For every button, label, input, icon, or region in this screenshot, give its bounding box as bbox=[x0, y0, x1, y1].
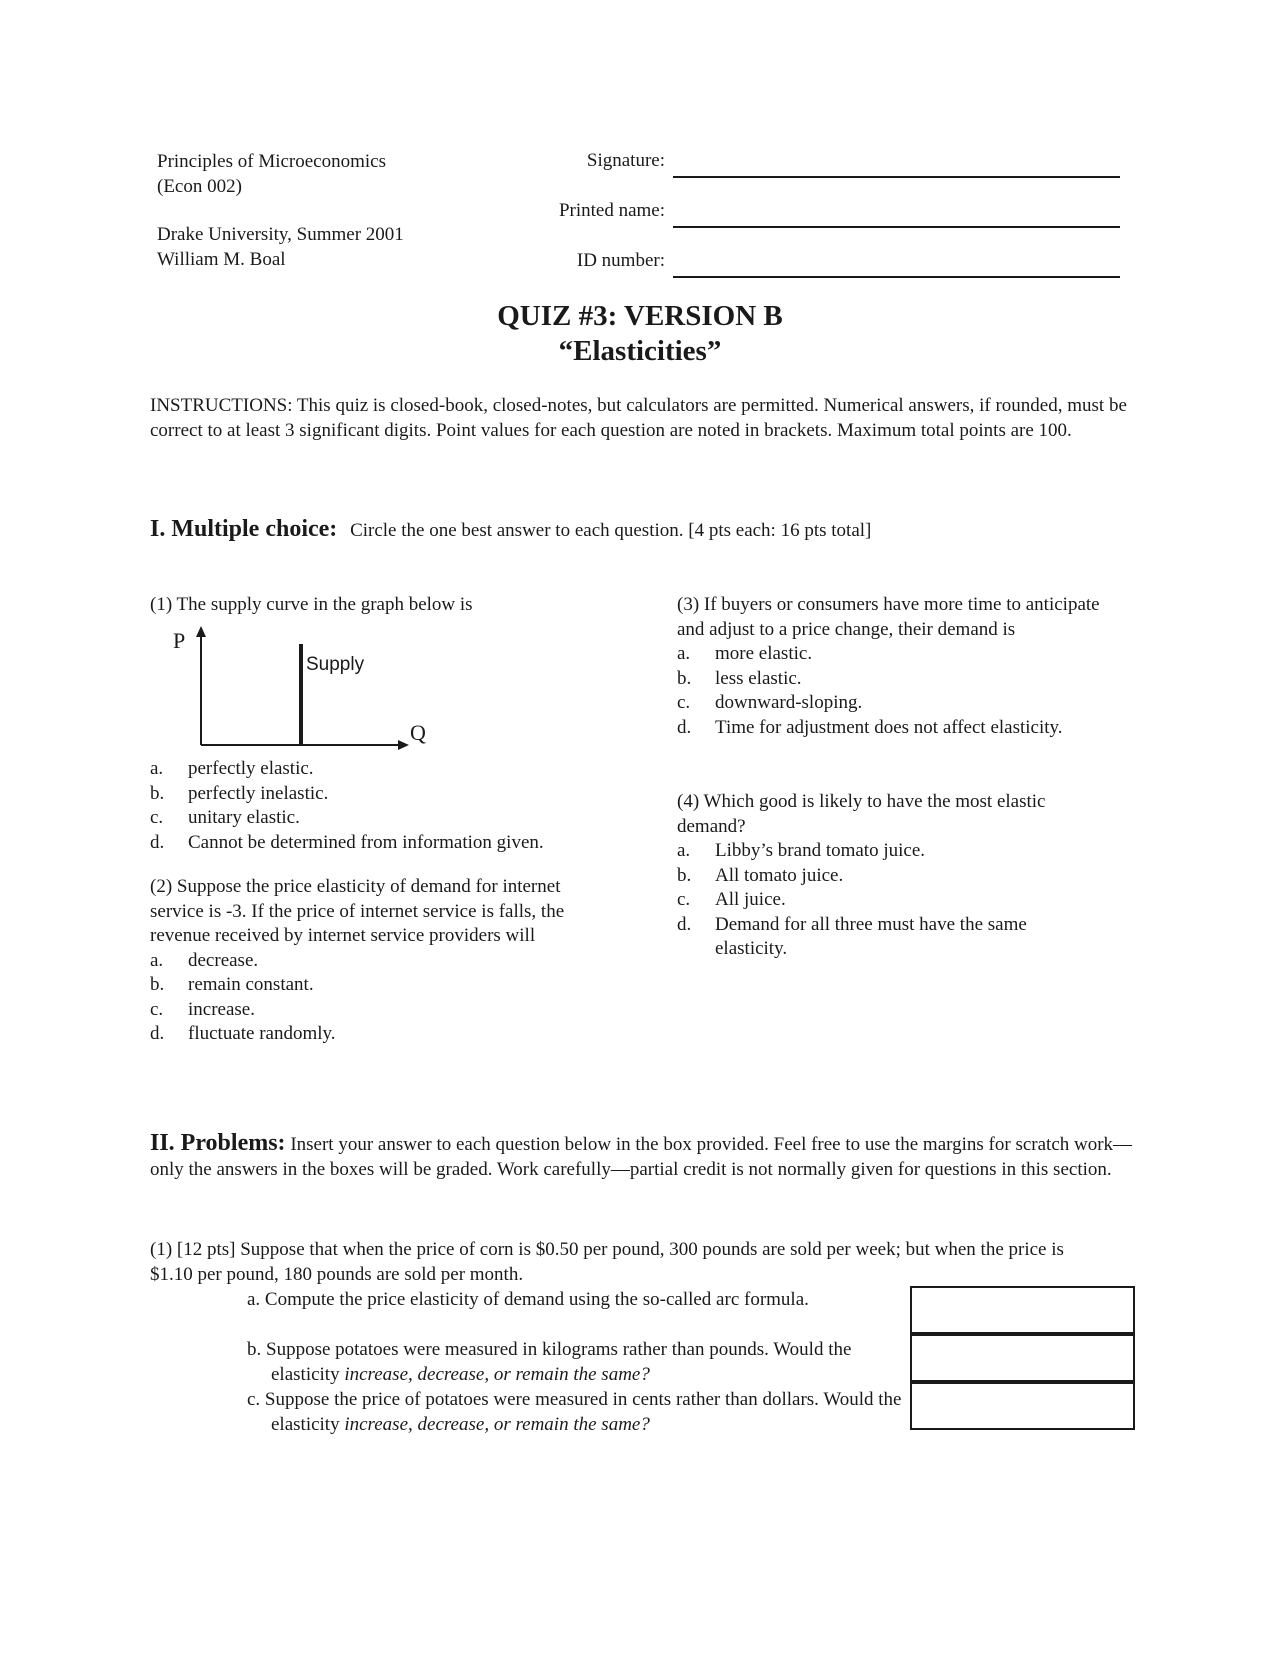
question-3-option-c[interactable]: c. downward-sloping. bbox=[677, 692, 863, 713]
section1-heading: I. Multiple choice: bbox=[150, 516, 338, 542]
question-4-stem: (4) Which good is likely to have the most elastic demand? bbox=[677, 791, 1046, 837]
question-3 bbox=[677, 593, 1122, 740]
answer-box-1c[interactable] bbox=[910, 1382, 1135, 1430]
supply-graph bbox=[165, 620, 445, 770]
signature-line[interactable] bbox=[673, 176, 1120, 178]
quiz-title: QUIZ #3: VERSION B bbox=[497, 300, 783, 332]
question-3-option-d[interactable]: d. Time for adjustment does not affect elasticity. bbox=[677, 716, 1063, 738]
question-1 bbox=[150, 593, 605, 618]
section1-instructions: Circle the one best answer to each question. [4 pts each: 16 pts total] bbox=[350, 520, 872, 541]
question-3-option-a[interactable]: a. more elastic. bbox=[677, 643, 813, 664]
answer-box-1a[interactable] bbox=[910, 1286, 1135, 1334]
supply-curve-label: Supply bbox=[306, 654, 365, 675]
printed-name-line[interactable] bbox=[673, 226, 1120, 228]
answer-box-1b[interactable] bbox=[910, 1334, 1135, 1382]
question-2-option-b[interactable]: b. remain constant. bbox=[150, 974, 314, 995]
question-1-option-c[interactable]: c. unitary elastic. bbox=[150, 807, 300, 828]
signature-label: Signature: bbox=[586, 150, 665, 171]
question-2 bbox=[150, 875, 605, 1047]
price-axis bbox=[196, 626, 206, 745]
problem-1-stem: (1) [12 pts] Suppose that when the price of corn is $0.50 per pound, 300 pounds are sold per week; but when the price is $1.10 per pound, 180 pounds are sold per month. bbox=[150, 1239, 1064, 1285]
problem-1c: c. Suppose the price of potatoes were measured in cents rather than dollars. Would the elasticity increase, decrease, or remain the same? bbox=[247, 1389, 902, 1435]
question-1-option-d[interactable]: d. Cannot be determined from information given. bbox=[150, 831, 544, 853]
question-4-option-c[interactable]: c. All juice. bbox=[677, 889, 786, 910]
quantity-axis-label: Q bbox=[410, 720, 426, 745]
instructions: INSTRUCTIONS: This quiz is closed-book, closed-notes, but calculators are permitted. Numerical answers, if rounded, must be correct to at least 3 significant digits. Point values for each question are noted in brackets. Maximum total points are 100. bbox=[150, 395, 1127, 441]
course-name: Principles of Microeconomics bbox=[157, 151, 387, 172]
section1-heading-row bbox=[150, 516, 871, 543]
question-4 bbox=[677, 790, 1097, 962]
id-number-line[interactable] bbox=[673, 276, 1120, 278]
question-4-option-a[interactable]: a. Libby’s brand tomato juice. bbox=[677, 840, 926, 861]
course-info bbox=[157, 150, 404, 272]
printed-name-row bbox=[520, 200, 1120, 226]
problem-1a: a. Compute the price elasticity of demand using the so-called arc formula. bbox=[247, 1289, 809, 1310]
question-1-option-a[interactable]: a. perfectly elastic. bbox=[150, 758, 314, 779]
problem-1b: b. Suppose potatoes were measured in kilograms rather than pounds. Would the elasticity increase, decrease, or remain the same? bbox=[247, 1339, 852, 1385]
arrow-up-icon bbox=[196, 626, 206, 637]
price-axis-label: P bbox=[173, 628, 186, 653]
question-1-option-b[interactable]: b. perfectly inelastic. bbox=[150, 782, 329, 804]
arrow-right-icon bbox=[398, 740, 409, 750]
signature-row bbox=[520, 150, 1120, 176]
quiz-subtitle: “Elasticities” bbox=[558, 335, 722, 367]
quantity-axis bbox=[201, 740, 409, 750]
question-3-option-b[interactable]: b. less elastic. bbox=[677, 667, 802, 689]
question-2-option-c[interactable]: c. increase. bbox=[150, 998, 255, 1020]
question-3-stem: (3) If buyers or consumers have more time to anticipate and adjust to a price change, their demand is bbox=[677, 594, 1100, 640]
question-2-option-a[interactable]: a. decrease. bbox=[150, 949, 259, 971]
question-1-options bbox=[150, 757, 605, 855]
id-number-label: ID number: bbox=[576, 250, 665, 271]
section2-instructions: Insert your answer to each question below in the box provided. Feel free to use the margins for scratch work—only the answers in the boxes will be graded. Work carefully—partial credit is not normally given for questions in this section. bbox=[150, 1134, 1133, 1180]
id-number-row bbox=[520, 250, 1120, 276]
course-code: (Econ 002) bbox=[157, 175, 242, 197]
section2-intro bbox=[150, 1131, 1135, 1182]
instructor-name: William M. Boal bbox=[157, 248, 286, 270]
question-1-stem: (1) The supply curve in the graph below is bbox=[150, 594, 473, 615]
school-term: Drake University, Summer 2001 bbox=[157, 224, 404, 245]
question-4-option-b[interactable]: b. All tomato juice. bbox=[677, 864, 844, 886]
question-2-stem: (2) Suppose the price elasticity of demand for internet service is -3. If the price of internet service is falls, the revenue received by internet service providers will bbox=[150, 876, 565, 946]
question-2-option-d[interactable]: d. fluctuate randomly. bbox=[150, 1023, 336, 1044]
printed-name-label: Printed name: bbox=[558, 200, 665, 221]
question-4-option-d[interactable]: d. Demand for all three must have the same elasticity. bbox=[677, 913, 1027, 959]
section2-heading: II. Problems: bbox=[150, 1130, 286, 1156]
